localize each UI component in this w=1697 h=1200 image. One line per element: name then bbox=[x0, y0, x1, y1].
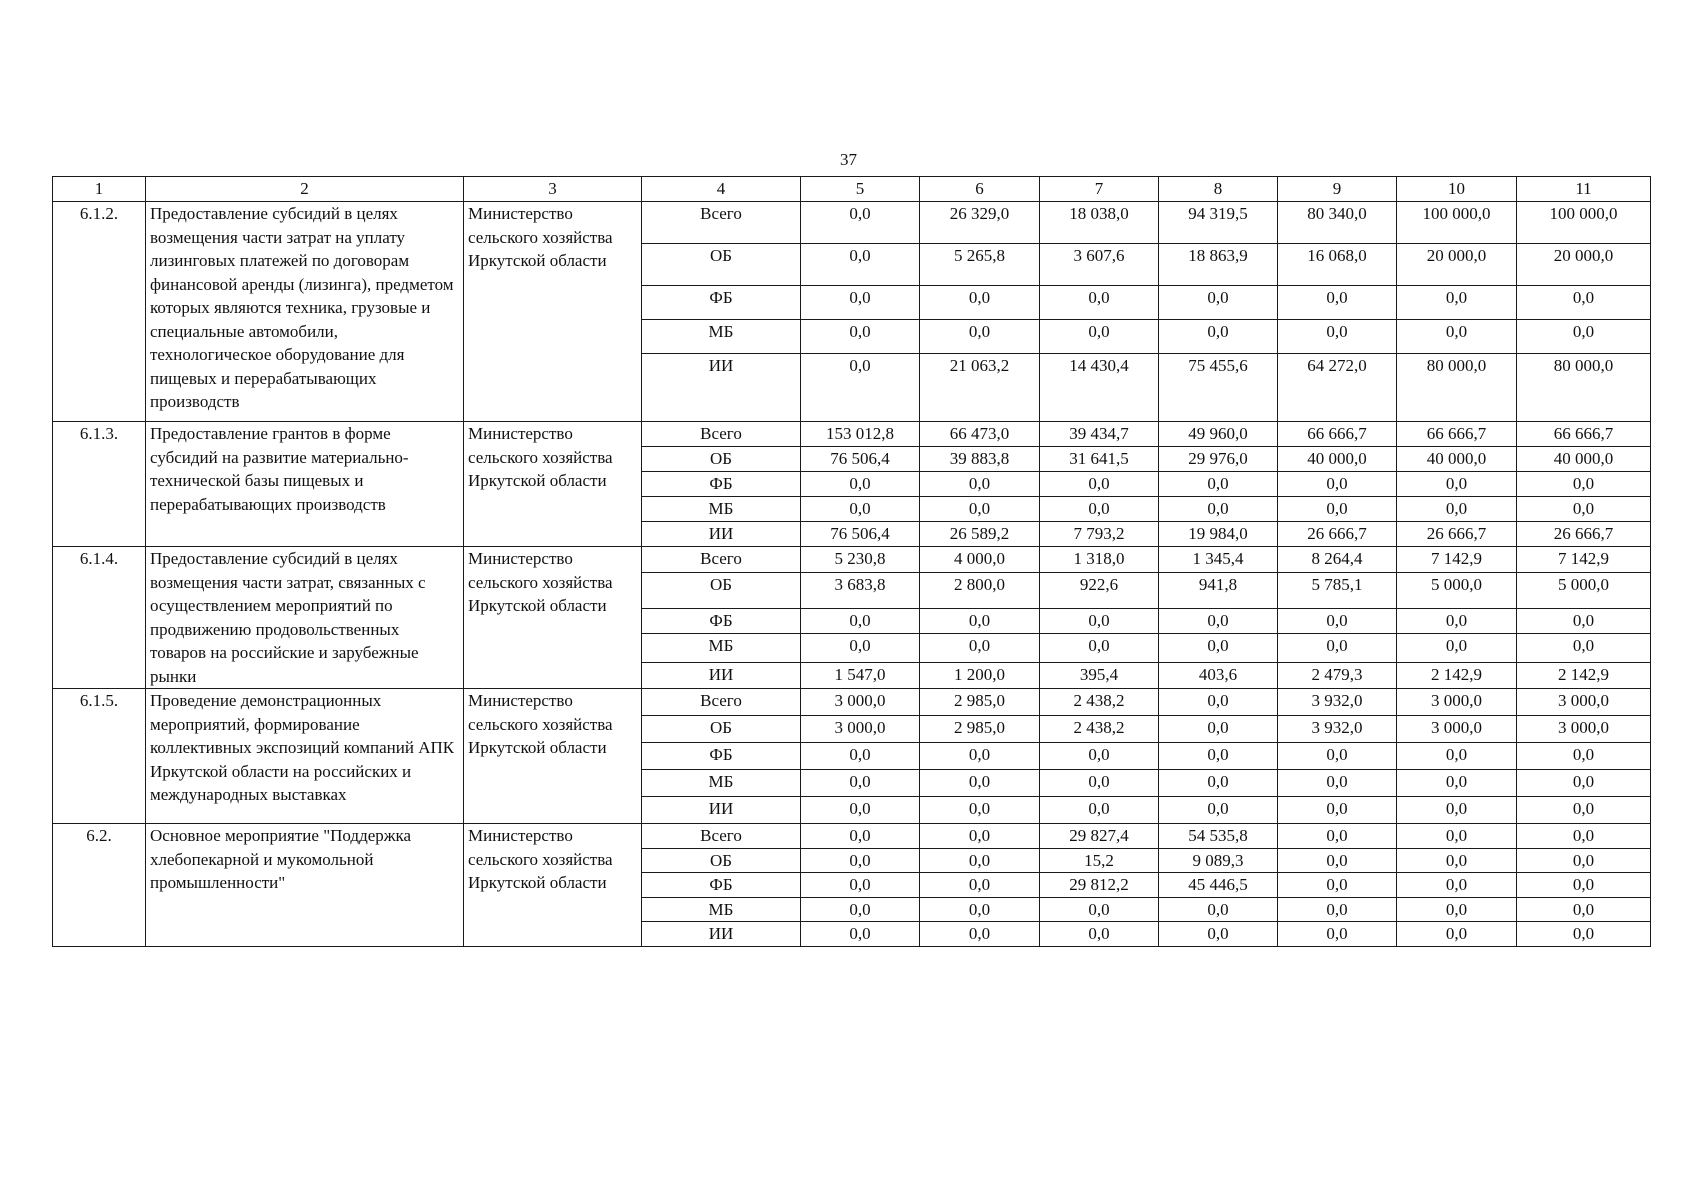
header-cell: 5 bbox=[801, 177, 920, 202]
funding-source: ИИ bbox=[642, 522, 801, 547]
value-cell: 0,0 bbox=[1517, 286, 1651, 320]
value-cell: 2 479,3 bbox=[1278, 663, 1397, 689]
value-cell: 4 000,0 bbox=[920, 547, 1040, 573]
value-cell: 0,0 bbox=[1278, 848, 1397, 873]
value-cell: 0,0 bbox=[1159, 472, 1278, 497]
value-cell: 80 000,0 bbox=[1517, 354, 1651, 422]
value-cell: 66 666,7 bbox=[1278, 422, 1397, 447]
funding-source: МБ bbox=[642, 770, 801, 797]
value-cell: 100 000,0 bbox=[1517, 202, 1651, 244]
value-cell: 26 666,7 bbox=[1278, 522, 1397, 547]
funding-source: ФБ bbox=[642, 873, 801, 898]
value-cell: 0,0 bbox=[1517, 608, 1651, 634]
value-cell: 14 430,4 bbox=[1040, 354, 1159, 422]
value-cell: 0,0 bbox=[801, 848, 920, 873]
funding-source: ОБ bbox=[642, 716, 801, 743]
value-cell: 0,0 bbox=[1040, 634, 1159, 663]
value-cell: 39 883,8 bbox=[920, 447, 1040, 472]
funding-source: МБ bbox=[642, 897, 801, 922]
value-cell: 26 589,2 bbox=[920, 522, 1040, 547]
responsible-executor: Министерство сельского хозяйства Иркутской области bbox=[464, 824, 642, 947]
value-cell: 0,0 bbox=[801, 472, 920, 497]
value-cell: 29 827,4 bbox=[1040, 824, 1159, 849]
item-description: Предоставление субсидий в целях возмещения части затрат, связанных с осуществлением мероприятий по продвижению продовольственных товаров на российские и зарубежные рынки bbox=[146, 547, 464, 689]
value-cell: 0,0 bbox=[1040, 797, 1159, 824]
value-cell: 0,0 bbox=[1517, 320, 1651, 354]
value-cell: 0,0 bbox=[801, 244, 920, 286]
value-cell: 0,0 bbox=[920, 824, 1040, 849]
funding-source: ИИ bbox=[642, 663, 801, 689]
value-cell: 0,0 bbox=[1278, 897, 1397, 922]
funding-source: ИИ bbox=[642, 797, 801, 824]
value-cell: 0,0 bbox=[1040, 770, 1159, 797]
value-cell: 2 800,0 bbox=[920, 572, 1040, 608]
value-cell: 0,0 bbox=[1517, 922, 1651, 947]
value-cell: 7 142,9 bbox=[1517, 547, 1651, 573]
value-cell: 0,0 bbox=[1040, 286, 1159, 320]
value-cell: 0,0 bbox=[1517, 848, 1651, 873]
funding-source: ФБ bbox=[642, 472, 801, 497]
value-cell: 2 985,0 bbox=[920, 716, 1040, 743]
value-cell: 0,0 bbox=[801, 320, 920, 354]
value-cell: 3 607,6 bbox=[1040, 244, 1159, 286]
value-cell: 20 000,0 bbox=[1517, 244, 1651, 286]
value-cell: 54 535,8 bbox=[1159, 824, 1278, 849]
value-cell: 922,6 bbox=[1040, 572, 1159, 608]
responsible-executor: Министерство сельского хозяйства Иркутской области bbox=[464, 689, 642, 824]
budget-table bbox=[52, 176, 1651, 947]
value-cell: 5 230,8 bbox=[801, 547, 920, 573]
value-cell: 0,0 bbox=[801, 286, 920, 320]
value-cell: 0,0 bbox=[1040, 608, 1159, 634]
value-cell: 0,0 bbox=[920, 634, 1040, 663]
funding-source: Всего bbox=[642, 202, 801, 244]
table-row bbox=[53, 422, 1651, 447]
value-cell: 3 000,0 bbox=[1517, 716, 1651, 743]
funding-source: ФБ bbox=[642, 608, 801, 634]
value-cell: 0,0 bbox=[1517, 497, 1651, 522]
value-cell: 0,0 bbox=[1159, 320, 1278, 354]
value-cell: 1 547,0 bbox=[801, 663, 920, 689]
value-cell: 19 984,0 bbox=[1159, 522, 1278, 547]
funding-source: МБ bbox=[642, 320, 801, 354]
value-cell: 0,0 bbox=[1397, 848, 1517, 873]
header-cell: 10 bbox=[1397, 177, 1517, 202]
value-cell: 0,0 bbox=[1517, 472, 1651, 497]
value-cell: 18 863,9 bbox=[1159, 244, 1278, 286]
header-cell: 1 bbox=[53, 177, 146, 202]
value-cell: 0,0 bbox=[1040, 320, 1159, 354]
value-cell: 3 000,0 bbox=[1397, 716, 1517, 743]
funding-source: Всего bbox=[642, 422, 801, 447]
value-cell: 0,0 bbox=[920, 922, 1040, 947]
value-cell: 0,0 bbox=[920, 848, 1040, 873]
value-cell: 75 455,6 bbox=[1159, 354, 1278, 422]
value-cell: 0,0 bbox=[801, 202, 920, 244]
value-cell: 0,0 bbox=[1397, 922, 1517, 947]
header-cell: 6 bbox=[920, 177, 1040, 202]
value-cell: 0,0 bbox=[801, 797, 920, 824]
value-cell: 0,0 bbox=[920, 472, 1040, 497]
item-number: 6.1.4. bbox=[53, 547, 146, 689]
value-cell: 18 038,0 bbox=[1040, 202, 1159, 244]
value-cell: 5 265,8 bbox=[920, 244, 1040, 286]
value-cell: 0,0 bbox=[1397, 897, 1517, 922]
value-cell: 0,0 bbox=[1278, 797, 1397, 824]
value-cell: 153 012,8 bbox=[801, 422, 920, 447]
value-cell: 2 142,9 bbox=[1397, 663, 1517, 689]
value-cell: 100 000,0 bbox=[1397, 202, 1517, 244]
value-cell: 16 068,0 bbox=[1278, 244, 1397, 286]
value-cell: 40 000,0 bbox=[1278, 447, 1397, 472]
value-cell: 0,0 bbox=[1159, 922, 1278, 947]
value-cell: 1 345,4 bbox=[1159, 547, 1278, 573]
value-cell: 66 666,7 bbox=[1517, 422, 1651, 447]
header-cell: 9 bbox=[1278, 177, 1397, 202]
value-cell: 80 340,0 bbox=[1278, 202, 1397, 244]
funding-source: Всего bbox=[642, 824, 801, 849]
value-cell: 0,0 bbox=[920, 286, 1040, 320]
value-cell: 29 812,2 bbox=[1040, 873, 1159, 898]
value-cell: 2 142,9 bbox=[1517, 663, 1651, 689]
value-cell: 0,0 bbox=[920, 770, 1040, 797]
funding-source: ОБ bbox=[642, 447, 801, 472]
value-cell: 0,0 bbox=[1159, 716, 1278, 743]
value-cell: 5 000,0 bbox=[1397, 572, 1517, 608]
value-cell: 403,6 bbox=[1159, 663, 1278, 689]
value-cell: 0,0 bbox=[1397, 286, 1517, 320]
value-cell: 0,0 bbox=[1159, 797, 1278, 824]
value-cell: 0,0 bbox=[1278, 320, 1397, 354]
value-cell: 0,0 bbox=[920, 797, 1040, 824]
item-number: 6.2. bbox=[53, 824, 146, 947]
funding-source: ОБ bbox=[642, 244, 801, 286]
value-cell: 1 318,0 bbox=[1040, 547, 1159, 573]
item-number: 6.1.3. bbox=[53, 422, 146, 547]
value-cell: 0,0 bbox=[920, 320, 1040, 354]
value-cell: 45 446,5 bbox=[1159, 873, 1278, 898]
value-cell: 5 785,1 bbox=[1278, 572, 1397, 608]
value-cell: 395,4 bbox=[1040, 663, 1159, 689]
value-cell: 40 000,0 bbox=[1517, 447, 1651, 472]
value-cell: 0,0 bbox=[920, 873, 1040, 898]
value-cell: 0,0 bbox=[1517, 743, 1651, 770]
value-cell: 7 142,9 bbox=[1397, 547, 1517, 573]
value-cell: 0,0 bbox=[1040, 743, 1159, 770]
value-cell: 8 264,4 bbox=[1278, 547, 1397, 573]
value-cell: 21 063,2 bbox=[920, 354, 1040, 422]
value-cell: 0,0 bbox=[920, 608, 1040, 634]
value-cell: 0,0 bbox=[1278, 286, 1397, 320]
value-cell: 0,0 bbox=[1278, 824, 1397, 849]
funding-source: ИИ bbox=[642, 354, 801, 422]
value-cell: 3 683,8 bbox=[801, 572, 920, 608]
table-row bbox=[53, 689, 1651, 716]
value-cell: 941,8 bbox=[1159, 572, 1278, 608]
value-cell: 0,0 bbox=[1278, 922, 1397, 947]
value-cell: 0,0 bbox=[1278, 497, 1397, 522]
value-cell: 0,0 bbox=[1040, 922, 1159, 947]
value-cell: 94 319,5 bbox=[1159, 202, 1278, 244]
value-cell: 29 976,0 bbox=[1159, 447, 1278, 472]
value-cell: 2 985,0 bbox=[920, 689, 1040, 716]
value-cell: 0,0 bbox=[1397, 770, 1517, 797]
item-description: Предоставление субсидий в целях возмещения части затрат на уплату лизинговых платежей по договорам финансовой аренды (лизинга), предметом которых являются техника, грузовые и специальные автомобили, технологическое оборудование для пищевых и перерабатывающих производств bbox=[146, 202, 464, 422]
value-cell: 0,0 bbox=[1159, 286, 1278, 320]
value-cell: 3 932,0 bbox=[1278, 716, 1397, 743]
value-cell: 0,0 bbox=[1397, 873, 1517, 898]
value-cell: 0,0 bbox=[1517, 770, 1651, 797]
value-cell: 0,0 bbox=[801, 354, 920, 422]
funding-source: МБ bbox=[642, 634, 801, 663]
value-cell: 0,0 bbox=[1278, 472, 1397, 497]
value-cell: 0,0 bbox=[1397, 472, 1517, 497]
funding-source: ФБ bbox=[642, 286, 801, 320]
value-cell: 0,0 bbox=[1397, 608, 1517, 634]
value-cell: 1 200,0 bbox=[920, 663, 1040, 689]
value-cell: 0,0 bbox=[920, 897, 1040, 922]
value-cell: 0,0 bbox=[1517, 634, 1651, 663]
value-cell: 15,2 bbox=[1040, 848, 1159, 873]
funding-source: ИИ bbox=[642, 922, 801, 947]
header-row bbox=[53, 177, 1651, 202]
value-cell: 39 434,7 bbox=[1040, 422, 1159, 447]
item-description: Проведение демонстрационных мероприятий, формирование коллективных экспозиций компаний АПК Иркутской области на российских и международных выставках bbox=[146, 689, 464, 824]
value-cell: 26 329,0 bbox=[920, 202, 1040, 244]
value-cell: 9 089,3 bbox=[1159, 848, 1278, 873]
value-cell: 7 793,2 bbox=[1040, 522, 1159, 547]
value-cell: 0,0 bbox=[1517, 873, 1651, 898]
value-cell: 0,0 bbox=[801, 608, 920, 634]
value-cell: 0,0 bbox=[1397, 320, 1517, 354]
value-cell: 0,0 bbox=[1159, 897, 1278, 922]
item-number: 6.1.2. bbox=[53, 202, 146, 422]
value-cell: 66 473,0 bbox=[920, 422, 1040, 447]
value-cell: 0,0 bbox=[1278, 770, 1397, 797]
value-cell: 3 000,0 bbox=[801, 716, 920, 743]
item-number: 6.1.5. bbox=[53, 689, 146, 824]
value-cell: 49 960,0 bbox=[1159, 422, 1278, 447]
table-row bbox=[53, 202, 1651, 244]
header-cell: 11 bbox=[1517, 177, 1651, 202]
value-cell: 0,0 bbox=[1278, 873, 1397, 898]
value-cell: 80 000,0 bbox=[1397, 354, 1517, 422]
value-cell: 0,0 bbox=[1159, 497, 1278, 522]
value-cell: 31 641,5 bbox=[1040, 447, 1159, 472]
value-cell: 26 666,7 bbox=[1517, 522, 1651, 547]
item-description: Основное мероприятие "Поддержка хлебопекарной и мукомольной промышленности" bbox=[146, 824, 464, 947]
responsible-executor: Министерство сельского хозяйства Иркутской области bbox=[464, 422, 642, 547]
value-cell: 0,0 bbox=[801, 873, 920, 898]
value-cell: 0,0 bbox=[801, 824, 920, 849]
value-cell: 3 932,0 bbox=[1278, 689, 1397, 716]
value-cell: 0,0 bbox=[1159, 634, 1278, 663]
value-cell: 0,0 bbox=[1278, 608, 1397, 634]
value-cell: 0,0 bbox=[1278, 743, 1397, 770]
header-cell: 2 bbox=[146, 177, 464, 202]
item-description: Предоставление грантов в форме субсидий на развитие материально-технической базы пищевых и перерабатывающих производств bbox=[146, 422, 464, 547]
funding-source: ОБ bbox=[642, 572, 801, 608]
header-cell: 3 bbox=[464, 177, 642, 202]
value-cell: 0,0 bbox=[1159, 743, 1278, 770]
value-cell: 5 000,0 bbox=[1517, 572, 1651, 608]
value-cell: 40 000,0 bbox=[1397, 447, 1517, 472]
value-cell: 76 506,4 bbox=[801, 447, 920, 472]
value-cell: 0,0 bbox=[1517, 824, 1651, 849]
value-cell: 0,0 bbox=[1397, 634, 1517, 663]
value-cell: 0,0 bbox=[801, 743, 920, 770]
value-cell: 0,0 bbox=[1397, 743, 1517, 770]
value-cell: 3 000,0 bbox=[801, 689, 920, 716]
header-cell: 4 bbox=[642, 177, 801, 202]
funding-source: МБ bbox=[642, 497, 801, 522]
value-cell: 0,0 bbox=[1040, 497, 1159, 522]
value-cell: 0,0 bbox=[1517, 897, 1651, 922]
value-cell: 76 506,4 bbox=[801, 522, 920, 547]
value-cell: 0,0 bbox=[920, 743, 1040, 770]
value-cell: 3 000,0 bbox=[1397, 689, 1517, 716]
funding-source: ФБ bbox=[642, 743, 801, 770]
value-cell: 0,0 bbox=[801, 634, 920, 663]
value-cell: 0,0 bbox=[801, 897, 920, 922]
value-cell: 0,0 bbox=[1397, 824, 1517, 849]
value-cell: 0,0 bbox=[801, 770, 920, 797]
value-cell: 0,0 bbox=[801, 497, 920, 522]
header-cell: 8 bbox=[1159, 177, 1278, 202]
responsible-executor: Министерство сельского хозяйства Иркутской области bbox=[464, 547, 642, 689]
value-cell: 0,0 bbox=[1159, 770, 1278, 797]
value-cell: 2 438,2 bbox=[1040, 689, 1159, 716]
funding-source: ОБ bbox=[642, 848, 801, 873]
value-cell: 20 000,0 bbox=[1397, 244, 1517, 286]
funding-source: Всего bbox=[642, 547, 801, 573]
value-cell: 0,0 bbox=[1159, 689, 1278, 716]
value-cell: 64 272,0 bbox=[1278, 354, 1397, 422]
value-cell: 0,0 bbox=[1159, 608, 1278, 634]
table-row bbox=[53, 824, 1651, 849]
value-cell: 0,0 bbox=[920, 497, 1040, 522]
responsible-executor: Министерство сельского хозяйства Иркутской области bbox=[464, 202, 642, 422]
value-cell: 0,0 bbox=[801, 922, 920, 947]
value-cell: 66 666,7 bbox=[1397, 422, 1517, 447]
funding-source: Всего bbox=[642, 689, 801, 716]
header-cell: 7 bbox=[1040, 177, 1159, 202]
value-cell: 0,0 bbox=[1278, 634, 1397, 663]
value-cell: 0,0 bbox=[1040, 897, 1159, 922]
value-cell: 26 666,7 bbox=[1397, 522, 1517, 547]
value-cell: 0,0 bbox=[1517, 797, 1651, 824]
table-row bbox=[53, 547, 1651, 573]
value-cell: 0,0 bbox=[1397, 797, 1517, 824]
value-cell: 2 438,2 bbox=[1040, 716, 1159, 743]
value-cell: 3 000,0 bbox=[1517, 689, 1651, 716]
value-cell: 0,0 bbox=[1040, 472, 1159, 497]
page-number: 37 bbox=[840, 150, 857, 169]
value-cell: 0,0 bbox=[1397, 497, 1517, 522]
